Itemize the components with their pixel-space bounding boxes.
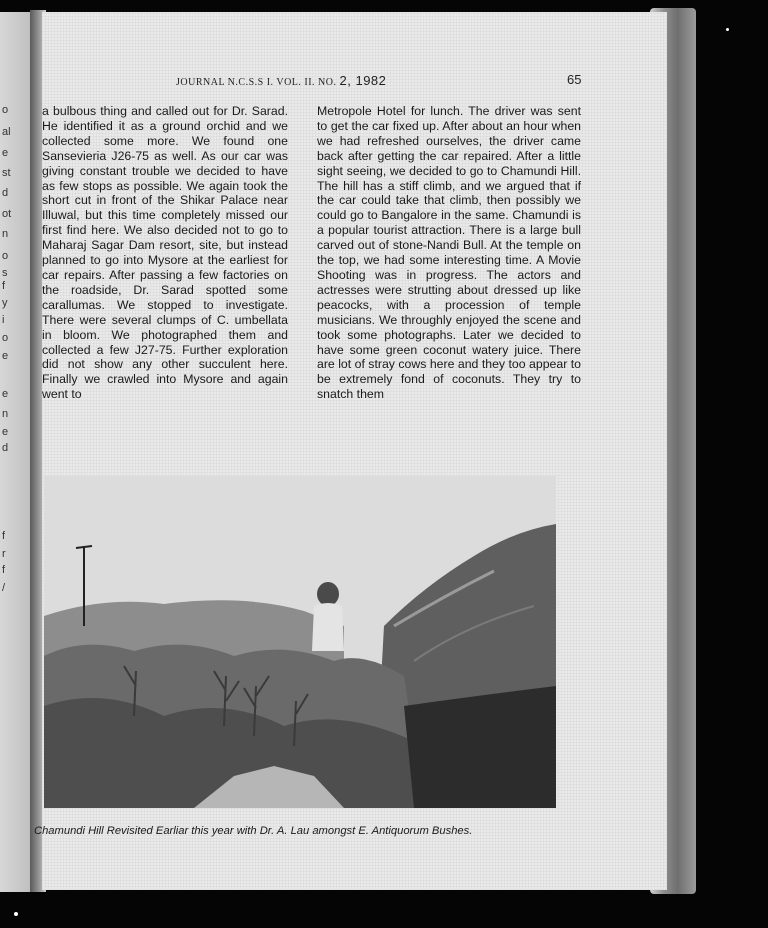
page-number: 65 xyxy=(567,72,582,87)
left-edge-letter: e xyxy=(2,388,9,400)
column-left-text: a bulbous thing and called out for Dr. Sarad. He identified it as a ground orchid and we collected some more. We found one Sansevieria J26-75 as well. As our car was giving constant trouble we decided to have as few stops as possible. We again took the short cut in front of the Shikar Palace near Illuwal, but this time completely missed our first find here. We also decided not to go to Maharaj Sagar Dam resort, site, but instead planned to go into Mysore at the earliest for car repairs. After passing a few factories on the roadside, Dr. Sarad spotted some carallumas. We stopped to investigate. There were several clumps of C. umbellata in bloom. We photographed them and collected a few J27-75. Further exploration did not show any other succulent here. Finally we crawled into Mysore and again went to xyxy=(42,104,288,402)
left-edge-letter: i xyxy=(2,314,5,326)
photo-rock-shadow xyxy=(404,686,556,808)
left-edge-letter: f xyxy=(2,280,6,292)
left-edge-letter: o xyxy=(2,104,9,116)
text-column-right xyxy=(317,104,581,402)
left-edge-letter: f xyxy=(2,530,6,542)
left-edge-letter: e xyxy=(2,350,9,362)
left-edge-letter: f xyxy=(2,564,6,576)
left-edge-letter: y xyxy=(2,297,8,309)
left-edge-letter: s xyxy=(2,267,8,279)
left-edge-letter: d xyxy=(2,187,9,199)
photo-person-head xyxy=(317,582,339,606)
left-edge-letter: / xyxy=(2,582,6,594)
left-edge-letter: n xyxy=(2,408,9,420)
journal-issue: 2, 1982 xyxy=(339,73,387,88)
left-edge-letter: n xyxy=(2,228,9,240)
left-edge-letter: al xyxy=(2,126,11,138)
dust-speck xyxy=(14,912,18,916)
left-page-edge xyxy=(0,12,34,892)
left-edge-letter: e xyxy=(2,426,9,438)
dust-speck xyxy=(726,28,729,31)
left-edge-letter: r xyxy=(2,548,6,560)
left-edge-letter: st xyxy=(2,167,11,179)
text-column-left xyxy=(42,104,288,402)
photo-person-body xyxy=(312,603,344,651)
column-right-text: Metropole Hotel for lunch. The driver was sent to get the car fixed up. After about an hour when we had refreshed ourselves, the driver came back after getting the car repaired. After a little sight seeing, we decided to go to Chamundi Hill. The hill has a stiff climb, and we argued that if the car could take that climb, then possibly we could go to Bangalore in the same. Chamundi is a popular tourist attraction. There is a large bull carved out of stone-Nandi Bull. At the temple on the top, we had some interesting time. A Movie Shooting was in progress. The actors and actresses were strutting about dressed up like peacocks, with a procession of temple musicians. We throughly enjoyed the scene and took some photographs. Later we decided to have some green coconut watery juice. There are lot of stray cows here and they too appear to be extremely fond of coconuts. They try to snatch them xyxy=(317,104,581,402)
left-edge-letter: o xyxy=(2,250,9,262)
left-edge-letter: e xyxy=(2,147,9,159)
photo-illustration xyxy=(44,476,556,808)
running-header xyxy=(176,73,586,88)
left-edge-letter: ot xyxy=(2,208,12,220)
photograph-chamundi-hill xyxy=(44,476,556,808)
journal-title: JOURNAL N.C.S.S I. VOL. II. NO. xyxy=(176,77,337,88)
left-edge-letter: o xyxy=(2,332,9,344)
left-edge-letter: d xyxy=(2,442,9,454)
photo-caption: Chamundi Hill Revisited Earliar this year with Dr. A. Lau amongst E. Antiquorum Bushes. xyxy=(34,825,473,837)
